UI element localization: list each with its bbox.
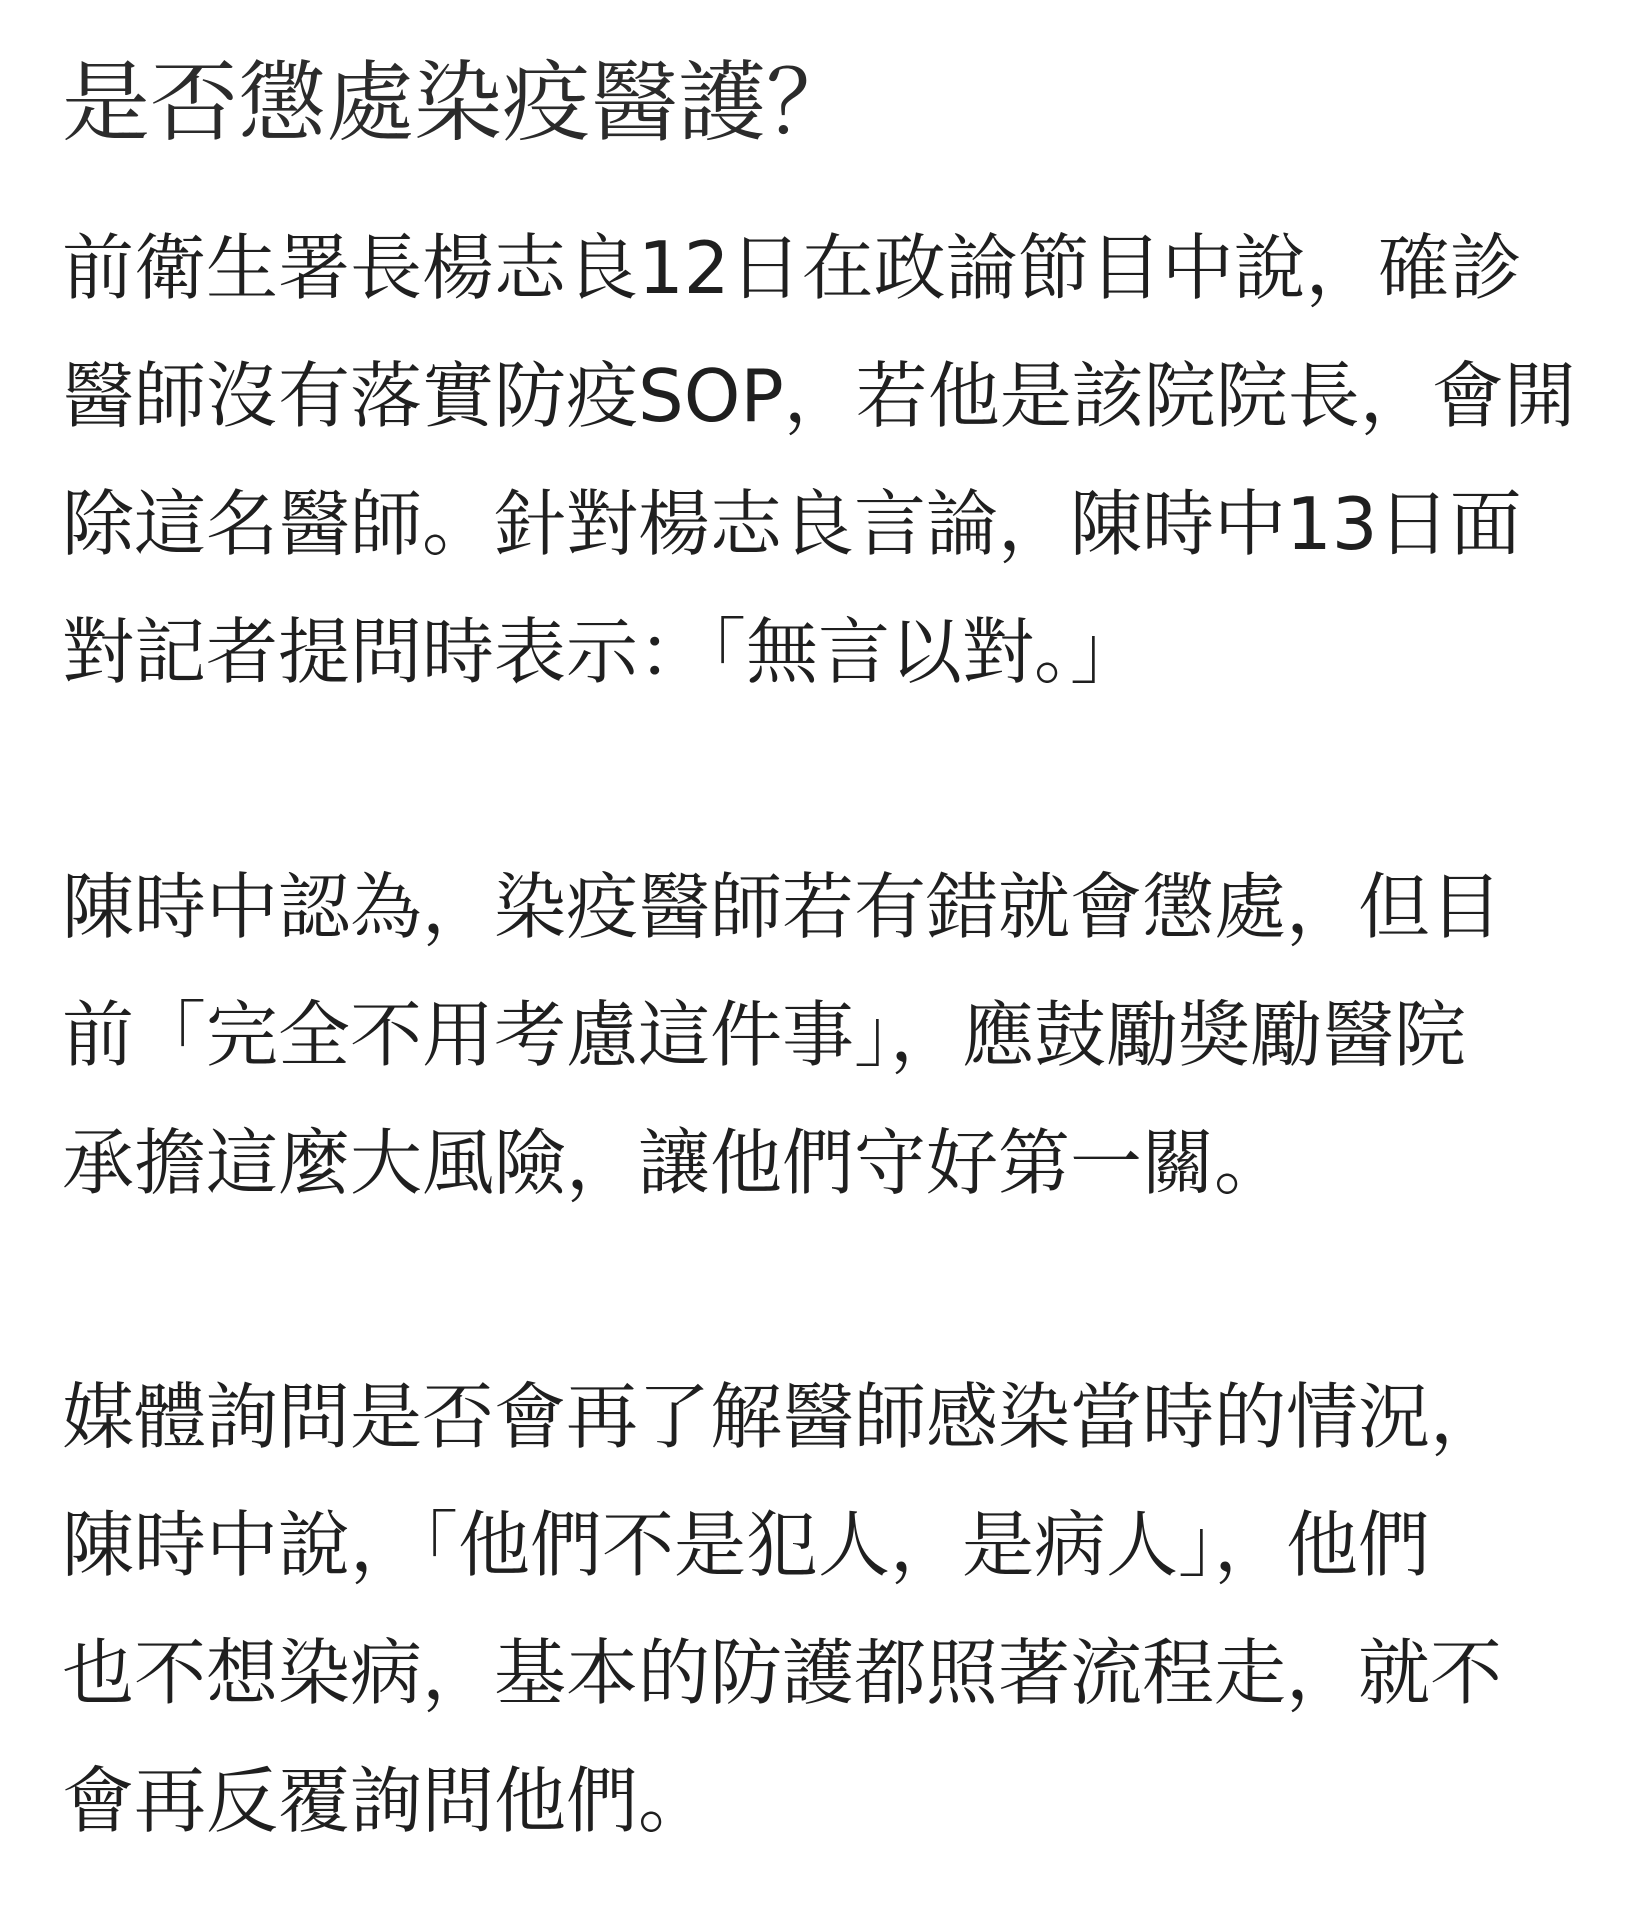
- paragraph-line: 承擔這麼大風險，讓他們守好第一關。: [62, 1121, 1287, 1205]
- article-heading: 是否懲處染疫醫護？: [62, 51, 855, 154]
- paragraph-line: 陳時中認為，染疫醫師若有錯就會懲處，但目: [62, 865, 1503, 949]
- article-paragraph-1: [62, 204, 1602, 716]
- paragraph-line: 陳時中說，「他們不是犯人，是病人」，他們: [62, 1503, 1431, 1587]
- paragraph-line: 除這名醫師。針對楊志良言論，陳時中13日面: [62, 482, 1522, 566]
- paragraph-line: 前衛生署長楊志良12日在政論節目中說，確診: [62, 226, 1522, 310]
- paragraph-line: 會再反覆詢問他們。: [62, 1759, 711, 1843]
- article-paragraph-2: [62, 843, 1602, 1227]
- paragraph-line: 醫師沒有落實防疫SOP，若他是該院院長，會開: [62, 354, 1576, 438]
- paragraph-line: 媒體詢問是否會再了解醫師感染當時的情況，: [62, 1375, 1503, 1459]
- article-paragraph-3: [62, 1353, 1602, 1865]
- paragraph-line: 也不想染病，基本的防護都照著流程走，就不: [62, 1631, 1503, 1715]
- paragraph-line: 前「完全不用考慮這件事」，應鼓勵獎勵醫院: [62, 993, 1467, 1077]
- paragraph-line: 對記者提問時表示：「無言以對。」: [62, 610, 1143, 694]
